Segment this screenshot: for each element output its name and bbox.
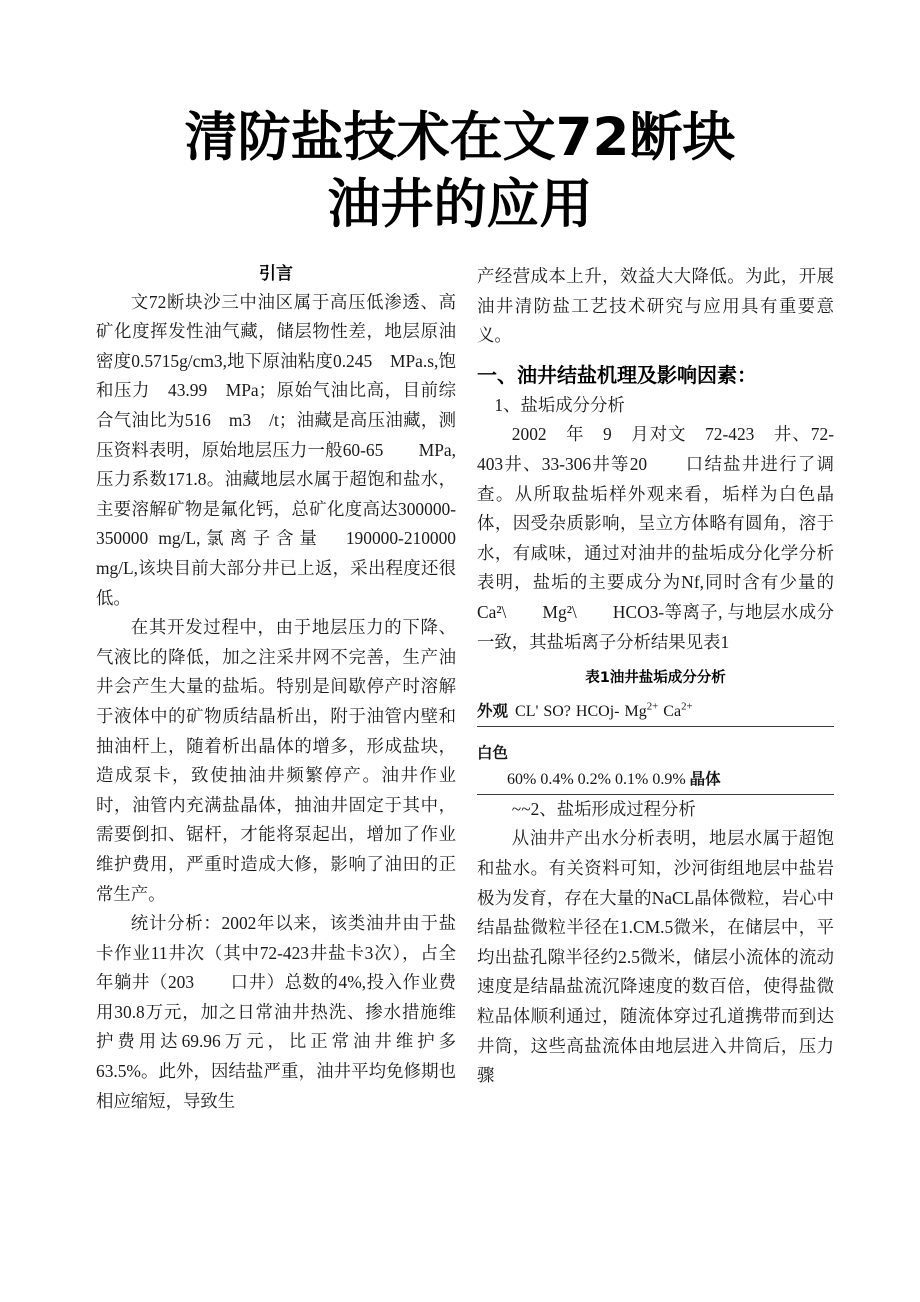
table-cell-crystal: 晶体: [689, 769, 721, 788]
table-header-ca-charge: 2+: [681, 700, 693, 713]
table-cell-percentages: 60% 0.4% 0.2% 0.1% 0.9%: [507, 770, 686, 788]
paragraph-scale-composition: 2002 年 9 月对文 72-423 井、72-403井、33-306井等20 口结盐井进行了调查。从所取盐垢样外观来看，垢样为白色晶体，因受杂质影响，呈立方体略有圆角，溶于水，有咸味，通过对油井的盐垢成分化学分析表明，盐垢的主要成分为Nf,同时含有少量的Ca²\ Mg²\ HCO3-等离子, 与地层水成分一致，其盐垢离子分析结果见表1: [477, 424, 834, 652]
table-header-ca: [663, 700, 693, 720]
table-header-mg-charge: 2+: [646, 700, 659, 713]
table-cell-values: [507, 767, 834, 789]
table-header-hco3: HCOj-: [575, 702, 620, 720]
paragraph-intro-1: 文72断块沙三中油区属于高压低渗透、高矿化度挥发性油气藏，储层物性差，地层原油密度0.5715g/cm3,地下原油粘度0.245 MPa.s,饱和压力 43.99 MPa；原始气油比高，目前综合气油比为516 m3 /t；油藏是高压油藏，测压资料表明，原始地层压力一般60-65 MPa,压力系数171.8。油藏地层水属于超饱和盐水，主要溶解矿物是氟化钙，总矿化度高达300000-350000 mg/L,氯离子含量 190000-210000 mg/L,该块目前大部分井已上返，采出程度还很低。: [96, 291, 474, 608]
table-data-cell-group: [477, 726, 834, 794]
table-caption: 表1油井盐垢成分分析: [585, 670, 726, 687]
scale-composition-table: [477, 699, 834, 795]
paragraph-continuation: 产经营成本上升，效益大大降低。为此，开展油井清防盐工艺技术研究与应用具有重要意义。: [477, 266, 834, 346]
paragraph-scale-formation: 从油井产出水分析表明，地层水属于超饱和盐水。有关资料可知，沙河街组地层中盐岩极为发育，存在大量的NaCL晶体微粒，岩心中结晶盐微粒半径在1.CM.5微米，在储层中，平均出盐孔隙半径约2.5微米，储层小流体的流动速度是结晶盐流沉降速度的数百倍，使得盐微粒品体顺利通过，随流体穿过孔道携带而到达井筒，这些高盐流体由地层进入井筒后，压力骤: [477, 828, 834, 1086]
table-header-cl: CL': [515, 702, 539, 720]
left-column: [96, 262, 474, 1116]
table-header-ca-label: Ca: [663, 702, 682, 720]
table-header-mg-label: Mg: [624, 702, 647, 720]
subheading-1-scale-composition: 1、盐垢成分分析: [494, 394, 625, 415]
table-scale-composition: [477, 668, 834, 795]
table-header-row: [477, 699, 834, 727]
paragraph-intro-2: 在其开发过程中，由于地层压力的下降、气液比的降低，加之注采井网不完善，生产油井会产生大量的盐垢。特别是间歇停产时溶解于液体中的矿物质结晶析出，附于油管内壁和抽油杆上，随着析出晶体的增多，形成盐块，造成泵卡，致使抽油井频繁停产。油井作业时，油管内充满盐晶体，抽油井固定于其中，需要倒扣、锯杆，才能将泵起出，增加了作业维护费用，严重时造成大修，影响了油田的正常生产。: [96, 617, 456, 904]
paragraph-intro-3: 统计分析：2002年以来，该类油井由于盐卡作业11井次（其中72-423井盐卡3次），占全年躺井（203 口井）总数的4%,投入作业费用30.8万元，加之日常油井热洗、掺水措施维护费用达69.96万元，比正常油井维护多63.5%。此外，因结盐严重，油井平均免修期也相应缩短，导致生: [96, 913, 456, 1111]
table-header-mg: [624, 700, 659, 720]
table-cell-appearance: 白色: [477, 743, 509, 762]
subheading-2-scale-formation: ~~2、盐垢形成过程分析: [511, 798, 696, 819]
right-column: [477, 262, 834, 1091]
page-title: [110, 104, 810, 239]
table-header-appearance: 外观: [477, 701, 509, 720]
table-header-so4: SO?: [543, 702, 571, 720]
page-title-line-2: 油井的应用: [327, 174, 593, 236]
table-header-cell-group: [477, 699, 834, 727]
page-title-line-1: 清防盐技术在文72断块: [184, 107, 736, 168]
table-row: [477, 726, 834, 794]
section-heading-introduction: 引言: [259, 264, 293, 284]
heading-section-one: 一、油井结盐机理及影响因素：: [477, 362, 757, 387]
